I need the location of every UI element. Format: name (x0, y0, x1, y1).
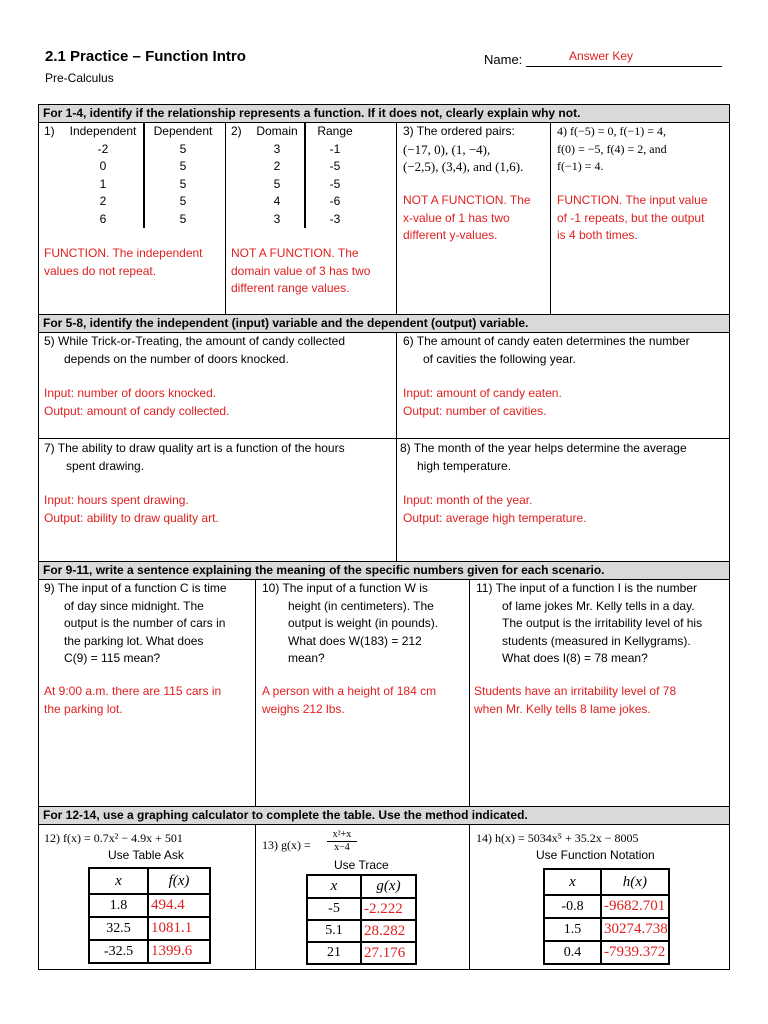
q6-question: 6) The amount of candy eaten determines the number of cavities the following year. (403, 334, 690, 366)
section1-instruction: For 1-4, identify if the relationship represents a function. If it does not, clearly explain why not. (39, 105, 729, 122)
q9-answer: At 9:00 a.m. there are 115 cars in the parking lot. (44, 684, 222, 716)
q13-label: 13) g(x) = (262, 838, 311, 852)
divider (396, 332, 397, 561)
q1-cell: 5 (179, 194, 187, 208)
q1-col-independent: Independent (63, 123, 144, 141)
q5-answer: Input: number of doors knocked. Output: amount of candy collected. (44, 386, 230, 418)
q11-question: 11) The input of a function I is the number of lame jokes Mr. Kelly tells in a day. The output is the irritability level of his students (measured in Kellygrams). What does I(8) = 78 mean? (476, 581, 703, 665)
q13-header-gx: g(x) (361, 875, 416, 898)
q14-hx: -7939.372 (601, 941, 669, 964)
q2-cell: 3 (250, 211, 305, 229)
q2-cell: -3 (329, 211, 341, 226)
q12-fx: 494.4 (148, 894, 210, 917)
section2-instruction: For 5-8, identify the independent (input) variable and the dependent (output) variable. (39, 315, 729, 332)
q13-x: 5.1 (307, 920, 361, 942)
q13-gx: -2.222 (361, 898, 416, 920)
name-field-line (526, 66, 722, 67)
divider (469, 579, 470, 806)
q1-cell: -2 (63, 141, 144, 159)
q2-answer: NOT A FUNCTION. The domain value of 3 has two different range values. (231, 246, 371, 295)
q2-cell: -1 (329, 141, 341, 156)
q12-header-fx: f(x) (148, 868, 210, 894)
q7-answer: Input: hours spent drawing. Output: ability to draw quality art. (44, 493, 219, 525)
q14-method: Use Function Notation (536, 848, 655, 862)
q4-question: 4) f(−5) = 0, f(−1) = 4, f(0) = −5, f(4) = 2, and f(−1) = 4. (557, 124, 667, 173)
q12-fx: 1399.6 (148, 940, 210, 963)
q13-x: 21 (307, 942, 361, 964)
q2-table (250, 123, 364, 228)
q3-question: 3) The ordered pairs: (−17, 0), (1, −4), (−2,5), (3,4), and (1,6). (403, 124, 524, 174)
q1-cell: 0 (63, 158, 144, 176)
q2-cell: -5 (329, 159, 341, 173)
course-subtitle: Pre-Calculus (45, 71, 114, 85)
q11-answer: Students have an irritability level of 78 when Mr. Kelly tells 8 lame jokes. (474, 684, 677, 716)
q2-number: 2) (231, 124, 242, 138)
q14-x: 0.4 (544, 941, 601, 964)
page-title: 2.1 Practice – Function Intro (45, 48, 246, 65)
q1-col-dependent: Dependent (153, 124, 213, 138)
answer-key-text: Answer Key (569, 49, 634, 63)
q14-hx: -9682.701 (601, 895, 669, 918)
divider (38, 824, 730, 825)
q12-header-x: x (89, 868, 148, 894)
q2-cell: 5 (250, 176, 305, 194)
q2-cell: 2 (250, 158, 305, 176)
q2-cell: -6 (329, 194, 341, 208)
q12-table (88, 867, 211, 964)
q4-answer: FUNCTION. The input value of -1 repeats, but the output is 4 both times. (557, 193, 708, 242)
q12-fx: 1081.1 (148, 917, 210, 940)
q1-cell: 5 (179, 211, 187, 226)
q14-header-hx: h(x) (601, 869, 669, 895)
q1-cell: 5 (179, 141, 187, 156)
q13-gx: 28.282 (361, 920, 416, 942)
q13-x: -5 (307, 898, 361, 920)
q14-hx: 30274.738 (601, 918, 669, 941)
q6-answer: Input: amount of candy eaten. Output: number of cavities. (403, 386, 562, 418)
q1-cell: 1 (63, 176, 144, 194)
q10-question: 10) The input of a function W is height (in centimeters). The output is weight (in pounds). What does W(183) = 212 mean? (262, 581, 439, 665)
q14-x: 1.5 (544, 918, 601, 941)
q8-answer: Input: month of the year. Output: average high temperature. (403, 493, 587, 525)
q1-cell: 6 (63, 211, 144, 229)
q3-answer: NOT A FUNCTION. The x-value of 1 has two different y-values. (403, 193, 531, 242)
q13-gx: 27.176 (361, 942, 416, 964)
q14-table (543, 868, 670, 965)
q1-cell: 2 (63, 193, 144, 211)
divider (396, 122, 397, 314)
q1-answer: FUNCTION. The independent values do not repeat. (44, 246, 203, 278)
q1-table (63, 123, 221, 228)
q5-question: 5) While Trick-or-Treating, the amount of candy collected depends on the number of doors knocked. (44, 334, 346, 366)
q12-method: Use Table Ask (108, 848, 184, 862)
q2-cell: -5 (329, 176, 341, 191)
q12-x: -32.5 (89, 940, 148, 963)
divider (38, 438, 730, 439)
q13-method: Use Trace (334, 858, 389, 872)
q1-cell: 5 (179, 159, 187, 173)
name-label: Name: (484, 52, 523, 67)
section3-instruction: For 9-11, write a sentence explaining the meaning of the specific numbers given for each scenario. (39, 562, 729, 579)
q13-header-x: x (307, 875, 361, 898)
q14-label: 14) h(x) = 5034x⁵ + 35.2x − 8005 (476, 831, 639, 845)
q8-question: 8) The month of the year helps determine the average high temperature. (400, 441, 687, 473)
q13-table (306, 874, 417, 965)
divider (255, 579, 256, 806)
divider (550, 122, 551, 314)
q2-cell: 4 (250, 193, 305, 211)
q2-cell: 3 (250, 141, 305, 159)
q13-fraction: x²+x x−4 (327, 829, 357, 854)
q1-number: 1) (44, 124, 55, 138)
q12-x: 32.5 (89, 917, 148, 940)
q14-header-x: x (544, 869, 601, 895)
q7-question: 7) The ability to draw quality art is a function of the hours spent drawing. (44, 441, 345, 473)
q1-cell: 5 (179, 176, 187, 191)
q10-answer: A person with a height of 184 cm weighs 212 lbs. (262, 684, 437, 716)
q2-col-domain: Domain (250, 123, 305, 141)
q12-label: 12) f(x) = 0.7x² − 4.9x + 501 (44, 831, 183, 845)
divider (469, 824, 470, 970)
q14-x: -0.8 (544, 895, 601, 918)
divider (255, 824, 256, 970)
q12-x: 1.8 (89, 894, 148, 917)
q9-question: 9) The input of a function C is time of day since midnight. The output is the number of cars in the parking lot. What does C(9) = 115 mean? (44, 581, 227, 665)
section4-instruction: For 12-14, use a graphing calculator to complete the table. Use the method indicated. (39, 807, 729, 824)
divider (225, 122, 226, 314)
q2-col-range: Range (317, 124, 353, 138)
